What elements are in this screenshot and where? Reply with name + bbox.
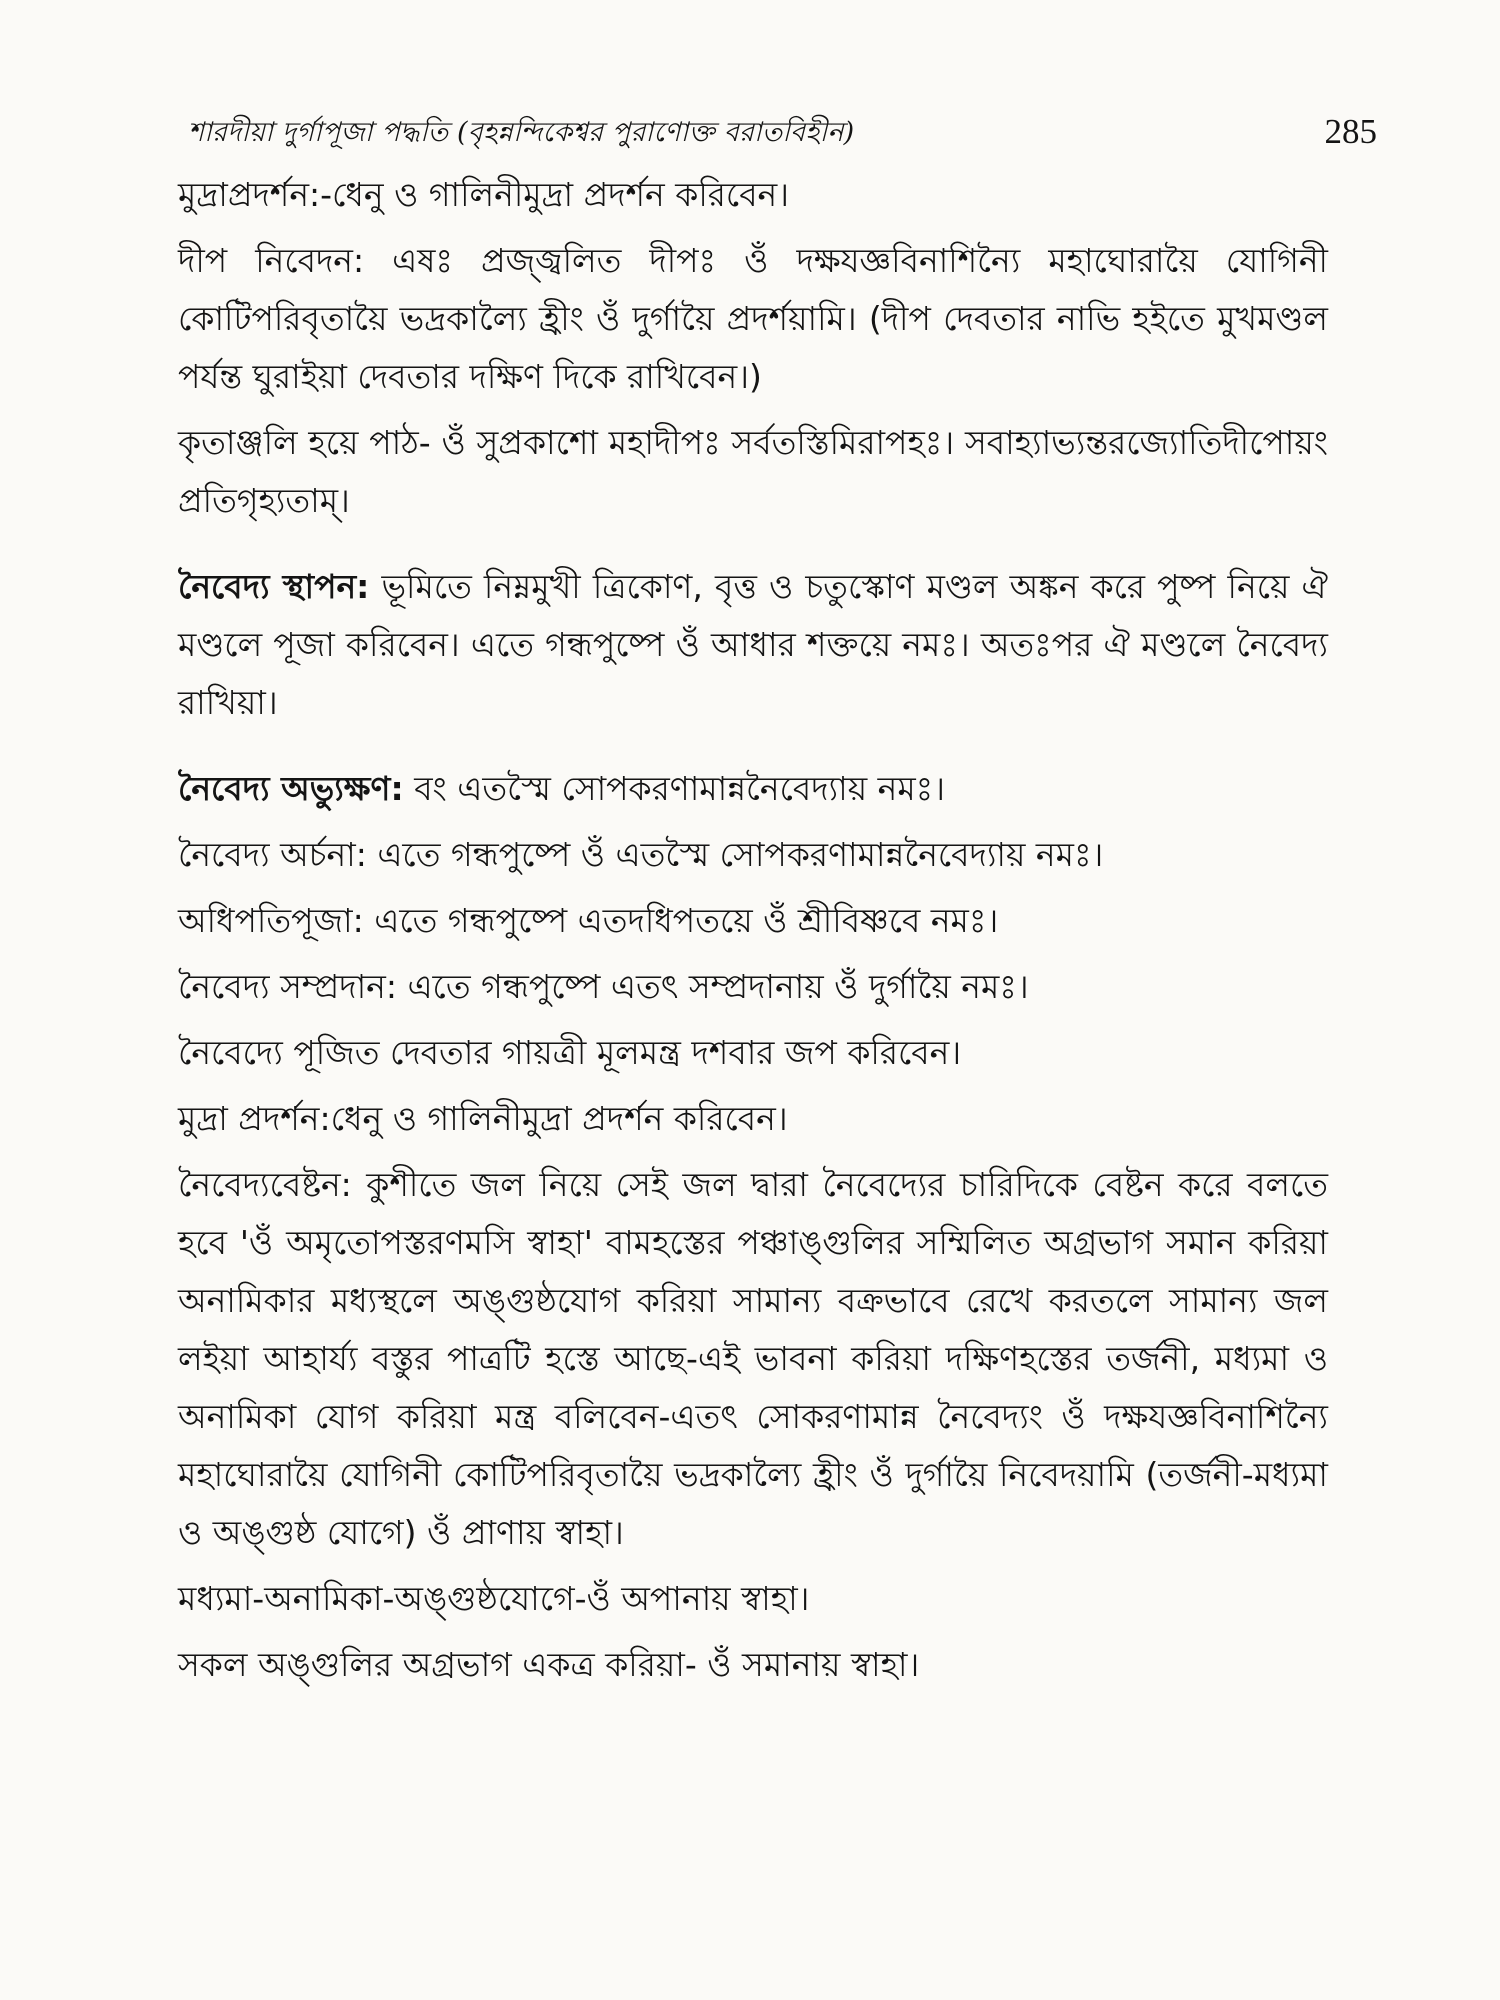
page-body [178,166,1328,1694]
paragraph-naivedya-abhyukshan [178,760,1328,818]
paragraph-naivedya-sthapan [178,558,1328,732]
paragraph-mudra-pradarshan-2: মুদ্রা প্রদর্শন:ধেনু ও গালিনীমুদ্রা প্রদর্শন করিবেন। [178,1099,788,1138]
paragraph-samanaya-swaha: সকল অঙ্গুলির অগ্রভাগ একত্র করিয়া- ওঁ সমানায় স্বাহা। [178,1645,920,1684]
paragraph-apanaya-swaha: মধ্যমা-অনামিকা-অঙ্গুষ্ঠযোগে-ওঁ অপানায় স্বাহা। [178,1579,810,1618]
paragraph-deep-nibedan: দীপ নিবেদন: এষঃ প্রজ্জ্বলিত দীপঃ ওঁ দক্ষযজ্ঞবিনাশিন্যৈ মহাঘোরায়ৈ যোগিনী কোটিপরিবৃতায়ৈ ভদ্রকাল্যৈ হ্রীং ওঁ দুর্গায়ৈ প্রদর্শয়ামি। (দীপ দেবতার নাভি হইতে মুখমণ্ডল পর্যন্ত ঘুরাইয়া দেবতার দক্ষিণ দিকে রাখিবেন।) [178,241,1328,396]
naivedya-abhyukshan-text: বং এতস্মৈ সোপকরণামান্ননৈবেদ্যায় নমঃ। [403,769,946,808]
running-header [178,92,1377,151]
naivedya-abhyukshan-label: নৈবেদ্য অভ্যুক্ষণ: [178,769,404,808]
paragraph-mudra-pradarshan: মুদ্রাপ্রদর্শন:-ধেনু ও গালিনীমুদ্রা প্রদর্শন করিবেন। [178,175,790,214]
page-number: 285 [1324,112,1377,151]
naivedya-sthapan-text: ভূমিতে নিম্নমুখী ত্রিকোণ, বৃত্ত ও চতুস্কোণ মণ্ডল অঙ্কন করে পুষ্প নিয়ে ঐ মণ্ডলে পূজা করিবেন। এতে গন্ধপুষ্পে ওঁ আধার শক্তয়ে নমঃ। অতঃপর ঐ মণ্ডলে নৈবেদ্য রাখিয়া। [178,567,1328,722]
naivedya-sthapan-label: নৈবেদ্য স্থাপন: [178,567,370,606]
header-title: শারদীয়া দুর্গাপূজা পদ্ধতি (বৃহন্নন্দিকেশ্বর পুরাণোক্ত বরাতবিহীন) [188,117,855,148]
paragraph-adhipati-puja: অধিপতিপূজা: এতে গন্ধপুষ্পে এতদধিপতয়ে ওঁ শ্রীবিষ্ণবে নমঃ। [178,901,999,940]
paragraph-kritanjali: কৃতাঞ্জলি হয়ে পাঠ- ওঁ সুপ্রকাশো মহাদীপঃ সর্বতস্তিমিরাপহঃ। সবাহ্যাভ্যন্তরজ্যোতিদীপোয়ং প্রতিগৃহ্যতাম্। [178,423,1328,520]
paragraph-naivedya-beshtan: নৈবেদ্যবেষ্টন: কুশীতে জল নিয়ে সেই জল দ্বারা নৈবেদ্যের চারিদিকে বেষ্টন করে বলতে হবে 'ওঁ অমৃতোপস্তরণমসি স্বাহা' বামহস্তের পঞ্চাঙ্গুলির সম্মিলিত অগ্রভাগ সমান করিয়া অনামিকার মধ্যস্থলে অঙ্গুষ্ঠযোগ করিয়া সামান্য বক্রভাবে রেখে করতলে সামান্য জল লইয়া আহার্য্য বস্তুর পাত্রটি হস্তে আছে-এই ভাবনা করিয়া দক্ষিণহস্তের তর্জনী, মধ্যমা ও অনামিকা যোগ করিয়া মন্ত্র বলিবেন-এতৎ সোকরণামান্ন নৈবেদ্যং ওঁ দক্ষযজ্ঞবিনাশিন্যৈ মহাঘোরায়ৈ যোগিনী কোটিপরিবৃতায়ৈ ভদ্রকাল্যৈ হ্রীং ওঁ দুর্গায়ৈ নিবেদয়ামি (তর্জনী-মধ্যমা ও অঙ্গুষ্ঠ যোগে) ওঁ প্রাণায় স্বাহা। [178,1165,1328,1552]
paragraph-naivedya-archana: নৈবেদ্য অর্চনা: এতে গন্ধপুষ্পে ওঁ এতস্মৈ সোপকরণামান্ননৈবেদ্যায় নমঃ। [178,835,1104,874]
paragraph-naivedya-sampradan: নৈবেদ্য সম্প্রদান: এতে গন্ধপুষ্পে এতৎ সম্প্রদানায় ওঁ দুর্গায়ৈ নমঃ। [178,967,1029,1006]
paragraph-gayatri-japa: নৈবেদ্যে পূজিত দেবতার গায়ত্রী মূলমন্ত্র দশবার জপ করিবেন। [178,1033,962,1072]
